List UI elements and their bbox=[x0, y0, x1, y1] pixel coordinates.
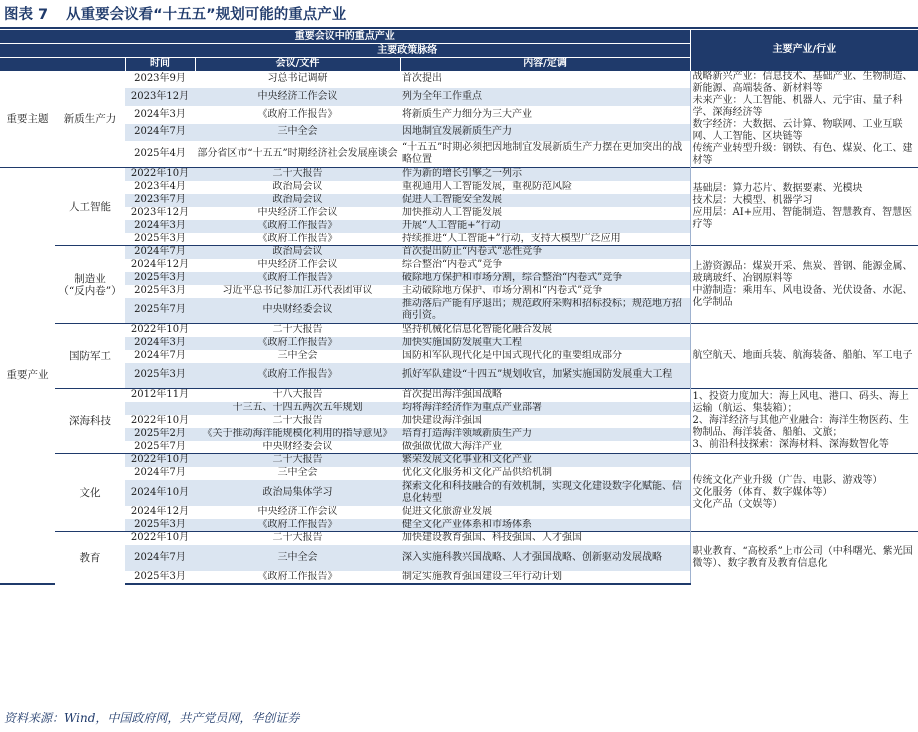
cell-meeting: 《政府工作报告》 bbox=[195, 337, 400, 350]
cell-content: 列为全年工作重点 bbox=[400, 88, 690, 106]
cell-time: 2024年7月 bbox=[134, 467, 186, 478]
table-row bbox=[0, 532, 918, 545]
cell-meeting: 十八大报告 bbox=[195, 389, 400, 402]
cell-content: 制定实施教育强国建设三年行动计划 bbox=[400, 571, 690, 584]
cell-time: 2024年12月 bbox=[130, 259, 190, 270]
cell-meeting: 中央经济工作会议 bbox=[257, 207, 338, 218]
cell-content: 促进文化旅游业发展 bbox=[402, 506, 492, 517]
cell-content: 抓好军队建设“十四五”规划收官，加紧实施国防发展重大工程 bbox=[400, 363, 690, 389]
header-industry: 主要产业/行业 bbox=[690, 30, 918, 71]
cell-content: 加快推动人工智能发展 bbox=[402, 207, 502, 218]
cell-time: 2025年3月 bbox=[134, 285, 186, 296]
table-body bbox=[0, 71, 918, 584]
cell-meeting: 中央财经委会议 bbox=[195, 298, 400, 324]
cell-content: 持续推进“人工智能+”行动，支持大模型广泛应用 bbox=[402, 232, 621, 244]
cell-industry: 基础层：算力芯片、数据要素、光模块 技术层：大模型、机器学习 应用层：AI+应用、智能制造、智慧教育、智慧医疗等 bbox=[690, 168, 918, 246]
cell-time: 2024年10月 bbox=[125, 480, 195, 506]
cell-content: 促进人工智能安全发展 bbox=[400, 194, 690, 207]
topic-label: 新质生产力 bbox=[55, 71, 125, 168]
cell-content: 综合整治“内卷式”竞争 bbox=[402, 259, 503, 270]
cell-content: 将新质生产力细分为三大产业 bbox=[402, 108, 532, 120]
industry-policy-table bbox=[0, 30, 918, 585]
cell-content: 优化文化服务和文化产品供给机制 bbox=[402, 467, 552, 478]
cell-content: 探索文化和科技融合的有效机制，实现文化建设数字化赋能、信息化转型 bbox=[400, 480, 690, 506]
cell-meeting: 政治局集体学习 bbox=[195, 480, 400, 506]
cell-content: “十五五”时期必须把因地制宜发展新质生产力摆在更加突出的战略位置 bbox=[402, 141, 683, 165]
cell-time: 2024年3月 bbox=[134, 108, 186, 120]
cell-time: 2024年3月 bbox=[125, 337, 195, 350]
topic-label: 人工智能 bbox=[55, 168, 125, 246]
cell-meeting: 二十大报告 bbox=[195, 532, 400, 545]
cell-content: 做强做优做大海洋产业 bbox=[402, 440, 502, 452]
cell-content: 重视通用人工智能发展，重视防范风险 bbox=[402, 181, 572, 192]
header-meeting: 会议/文件 bbox=[195, 58, 400, 71]
cell-time: 2025年7月 bbox=[125, 298, 195, 324]
cell-time: 2024年7月 bbox=[125, 246, 195, 259]
cell-meeting: 中央财经委会议 bbox=[262, 440, 333, 452]
cell-content: 国防和军队现代化是中国式现代化的重要组成部分 bbox=[402, 350, 622, 361]
cell-meeting: 《政府工作报告》 bbox=[257, 108, 338, 120]
cell-content: 培育打造海洋领域新质生产力 bbox=[400, 428, 690, 441]
cell-content: 繁荣发展文化事业和文化产业 bbox=[400, 454, 690, 467]
cell-time: 2022年10月 bbox=[125, 168, 195, 181]
topic-label: 深海科技 bbox=[55, 389, 125, 454]
cell-industry: 1、投资力度加大：海上风电、港口、码头、海上运输（航运、集装箱）； 2、海洋经济与其他产业融合：海洋生物医药、生物制品、海洋装备、船舶、文旅； 3、前沿科技探索：深海材料、深海数智化等 bbox=[690, 389, 918, 454]
cell-time: 2023年9月 bbox=[125, 71, 195, 88]
topic-label: 国防军工 bbox=[55, 324, 125, 389]
table-row bbox=[0, 324, 918, 337]
cell-meeting: 二十大报告 bbox=[272, 415, 323, 426]
cell-time: 2025年3月 bbox=[125, 272, 195, 285]
source-note: 资料来源：Wind，中国政府网，共产党员网，华创证券 bbox=[4, 711, 300, 725]
cell-meeting: 《政府工作报告》 bbox=[195, 571, 400, 584]
cell-industry: 职业教育、“高校系”上市公司（中科曙光、紫光国微等）、数字教育及教育信息化 bbox=[690, 532, 918, 584]
cell-meeting: 三中全会 bbox=[195, 545, 400, 571]
cell-meeting: 《政府工作报告》 bbox=[195, 272, 400, 285]
table-row bbox=[0, 389, 918, 402]
cell-time: 2024年12月 bbox=[130, 506, 190, 517]
cell-meeting: 三中全会 bbox=[277, 350, 318, 361]
cell-time: 2012年11月 bbox=[125, 389, 195, 402]
group-label-themes: 重要主题 bbox=[0, 71, 55, 168]
cell-meeting: 十三五、十四五两次五年规划 bbox=[195, 402, 400, 415]
table-row bbox=[0, 454, 918, 467]
cell-time: 2022年10月 bbox=[130, 415, 190, 426]
table-row bbox=[0, 168, 918, 181]
cell-time: 2025年3月 bbox=[125, 571, 195, 584]
cell-content: 主动破除地方保护、市场分割和“内卷式”竞争 bbox=[402, 285, 603, 296]
cell-meeting: 习总书记调研 bbox=[195, 71, 400, 88]
cell-meeting: 二十大报告 bbox=[195, 454, 400, 467]
cell-meeting: 二十大报告 bbox=[195, 168, 400, 181]
cell-content: 首次提出防止“内卷式”恶性竞争 bbox=[400, 246, 690, 259]
cell-meeting: 政治局会议 bbox=[272, 181, 323, 192]
figure-title-text: 从重要会议看“十五五”规划可能的重点产业 bbox=[66, 7, 347, 23]
cell-content: 坚持机械化信息化智能化融合发展 bbox=[400, 324, 690, 337]
title-rule bbox=[0, 27, 918, 29]
topic-label: 文化 bbox=[55, 454, 125, 532]
cell-time bbox=[125, 402, 195, 415]
cell-time: 2023年12月 bbox=[130, 207, 190, 218]
cell-meeting: 《政府工作报告》 bbox=[257, 232, 338, 244]
cell-industry: 传统文化产业升级（广告、电影、游戏等） 文化服务（体育、数字媒体等） 文化产品（文娱等） bbox=[690, 454, 918, 532]
topic-label: 制造业 （“反内卷”） bbox=[55, 246, 125, 324]
cell-time: 2025年4月 bbox=[134, 147, 186, 159]
topic-label: 教育 bbox=[55, 532, 125, 584]
cell-content: 加快建设教育强国、科技强国、人才强国 bbox=[400, 532, 690, 545]
cell-meeting: 政治局会议 bbox=[195, 246, 400, 259]
figure-label: 图表 7 bbox=[4, 7, 49, 23]
cell-time: 2025年3月 bbox=[125, 363, 195, 389]
cell-meeting: 政治局会议 bbox=[195, 194, 400, 207]
cell-meeting: 部分省区市“十五五”时期经济社会发展座谈会 bbox=[197, 147, 398, 159]
cell-industry: 战略新兴产业：信息技术、基础产业、生物制造、新能源、高端装备、新材料等 未来产业：人工智能、机器人、元宇宙、量子科学、深海经济等 数字经济：大数据、云计算、物联网、工业互联网、人工智能、区块链等 传统产业转型升级：钢铁、有色、煤炭、化工、建材等 bbox=[690, 71, 918, 168]
cell-meeting: 《政府工作报告》 bbox=[195, 519, 400, 532]
cell-meeting: 中央经济工作会议 bbox=[257, 259, 338, 270]
cell-time: 2025年2月 bbox=[125, 428, 195, 441]
header-policy: 主要政策脉络 bbox=[125, 44, 690, 58]
table-row bbox=[0, 71, 918, 88]
cell-content: 推动落后产能有序退出；规范政府采购和招标投标；规范地方招商引资。 bbox=[400, 298, 690, 324]
header-content: 内容/定调 bbox=[400, 58, 690, 71]
cell-meeting: 《政府工作报告》 bbox=[195, 363, 400, 389]
cell-industry: 航空航天、地面兵装、航海装备、船舶、军工电子 bbox=[690, 324, 918, 389]
cell-meeting: 《关于推动海洋能规模化利用的指导意见》 bbox=[195, 428, 400, 441]
cell-content: 均将海洋经济作为重点产业部署 bbox=[400, 402, 690, 415]
cell-meeting: 习近平总书记参加江苏代表团审议 bbox=[222, 285, 373, 296]
cell-time: 2025年7月 bbox=[134, 440, 186, 452]
cell-time: 2024年3月 bbox=[125, 220, 195, 233]
cell-content: 作为新的增长引擎之一列示 bbox=[400, 168, 690, 181]
cell-time: 2025年3月 bbox=[125, 519, 195, 532]
cell-content: 因地制宜发展新质生产力 bbox=[400, 124, 690, 141]
cell-industry: 上游资源品：煤炭开采、焦炭、普钢、能源金属、玻璃玻纤、冶钢原料等 中游制造：乘用车、风电设备、光伏设备、水泥、化学制品 bbox=[690, 246, 918, 324]
cell-meeting: 三中全会 bbox=[195, 124, 400, 141]
cell-time: 2024年7月 bbox=[134, 350, 186, 361]
cell-meeting: 中央经济工作会议 bbox=[195, 88, 400, 106]
cell-content: 破除地方保护和市场分割，综合整治“内卷式”竞争 bbox=[400, 272, 690, 285]
cell-time: 2024年7月 bbox=[125, 545, 195, 571]
header-main: 重要会议中的重点产业 bbox=[0, 30, 690, 44]
cell-time: 2023年4月 bbox=[134, 181, 186, 192]
cell-content: 首次提出 bbox=[400, 71, 690, 88]
cell-time: 2025年3月 bbox=[134, 232, 186, 244]
cell-content: 健全文化产业体系和市场体系 bbox=[400, 519, 690, 532]
cell-content: 开展“人工智能+”行动 bbox=[400, 220, 690, 233]
cell-meeting: 二十大报告 bbox=[195, 324, 400, 337]
cell-time: 2023年7月 bbox=[125, 194, 195, 207]
cell-time: 2022年10月 bbox=[125, 532, 195, 545]
cell-time: 2023年12月 bbox=[125, 88, 195, 106]
cell-meeting: 三中全会 bbox=[277, 467, 318, 478]
cell-content: 深入实施科教兴国战略、人才强国战略、创新驱动发展战略 bbox=[400, 545, 690, 571]
cell-content: 加快实施国防发展重大工程 bbox=[400, 337, 690, 350]
figure-title bbox=[4, 4, 364, 26]
cell-meeting: 《政府工作报告》 bbox=[195, 220, 400, 233]
cell-meeting: 中央经济工作会议 bbox=[257, 506, 338, 517]
group-label-industries: 重要产业 bbox=[0, 168, 55, 584]
header-time: 时间 bbox=[125, 58, 195, 71]
cell-time: 2022年10月 bbox=[125, 324, 195, 337]
cell-time: 2022年10月 bbox=[125, 454, 195, 467]
cell-content: 加快建设海洋强国 bbox=[402, 415, 482, 426]
cell-time: 2024年7月 bbox=[125, 124, 195, 141]
table-row bbox=[0, 246, 918, 259]
cell-content: 首次提出海洋强国战略 bbox=[400, 389, 690, 402]
